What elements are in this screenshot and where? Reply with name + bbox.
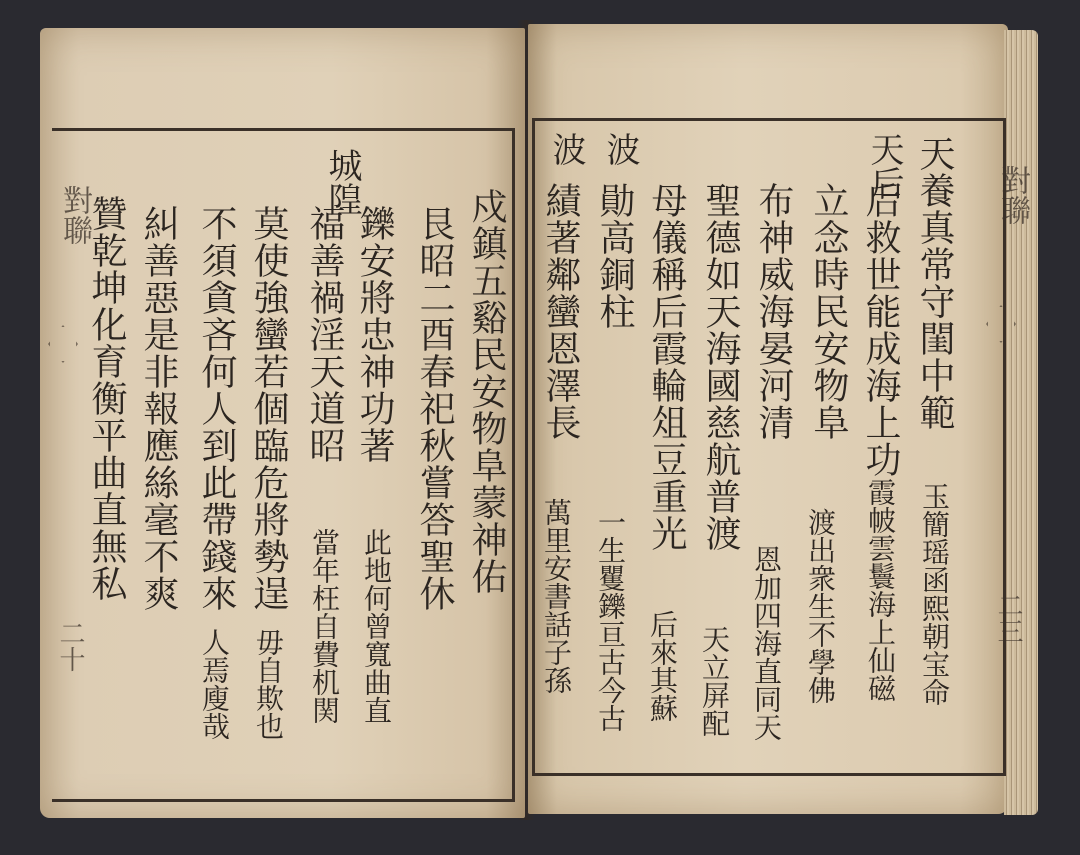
right-lower-col-7: 一生矍鑠亘古今古 — [594, 508, 627, 732]
right-col-4: 布神威海晏河清 — [753, 182, 794, 441]
left-col-2: 艮昭二酉春祀秋嘗答聖休 — [414, 205, 455, 612]
right-col-1: 天養真常守閨中範 — [914, 135, 955, 431]
left-lower-col-4: 人焉廋哉 — [198, 628, 231, 740]
left-lower-col-3: 毋自欺也 — [252, 628, 285, 740]
right-lower-col-1: 玉簡瑶函熙朝宝命 — [918, 482, 951, 706]
left-col-7: 糾善惡是非報應絲毫不爽 — [138, 205, 179, 612]
right-heading-2: 波 — [600, 132, 640, 166]
right-col-3: 立念時民安物阜 — [808, 182, 849, 441]
left-lower-col-2: 當年枉自費机関 — [308, 528, 341, 724]
right-col-6: 母儀稱后霞輪俎豆重光 — [646, 182, 687, 552]
right-page-number: 二三 — [993, 592, 1023, 644]
left-lower-col-1: 此地何曾寬曲直 — [360, 528, 393, 724]
right-margin-title: 對聯 — [995, 165, 1030, 225]
left-col-8: 贊乾坤化育衡平曲直無私 — [86, 195, 127, 602]
right-col-8: 績著鄰蠻恩澤長 — [540, 182, 581, 441]
right-lower-col-3: 渡出衆生不學佛 — [804, 508, 837, 704]
left-col-6: 不須貪吝何人到此帶錢來 — [196, 205, 237, 612]
right-lower-col-8: 萬里安書話子孫 — [540, 498, 573, 694]
left-page-number: 二十 — [55, 620, 85, 672]
right-heading-1: 天后 — [864, 132, 904, 200]
left-col-5: 莫使強蠻若個臨危將勢逞 — [248, 205, 289, 612]
right-col-2: 后救世能成海上功 — [860, 182, 901, 478]
left-heading: 城隍 — [322, 148, 362, 216]
right-lower-col-4: 恩加四海直同天 — [750, 545, 783, 741]
page-edges — [1004, 30, 1038, 815]
left-col-3: 鑠安將忠神功著 — [354, 205, 395, 464]
right-col-7: 勛高銅柱 — [594, 182, 635, 330]
right-col-5: 聖德如天海國慈航普渡 — [700, 182, 741, 552]
left-col-1: 戍鎮五谿民安物阜蒙神佑 — [466, 188, 507, 595]
right-lower-col-5: 天立屏配 — [698, 625, 731, 737]
right-heading-3: 波 — [546, 132, 586, 166]
left-margin-title: 對聯 — [57, 185, 92, 245]
left-col-4: 福善禍淫天道昭 — [304, 205, 345, 464]
right-lower-col-2: 霞帔雲鬟海上仙磁 — [864, 478, 897, 702]
right-lower-col-6: 后來其蘇 — [646, 610, 679, 722]
